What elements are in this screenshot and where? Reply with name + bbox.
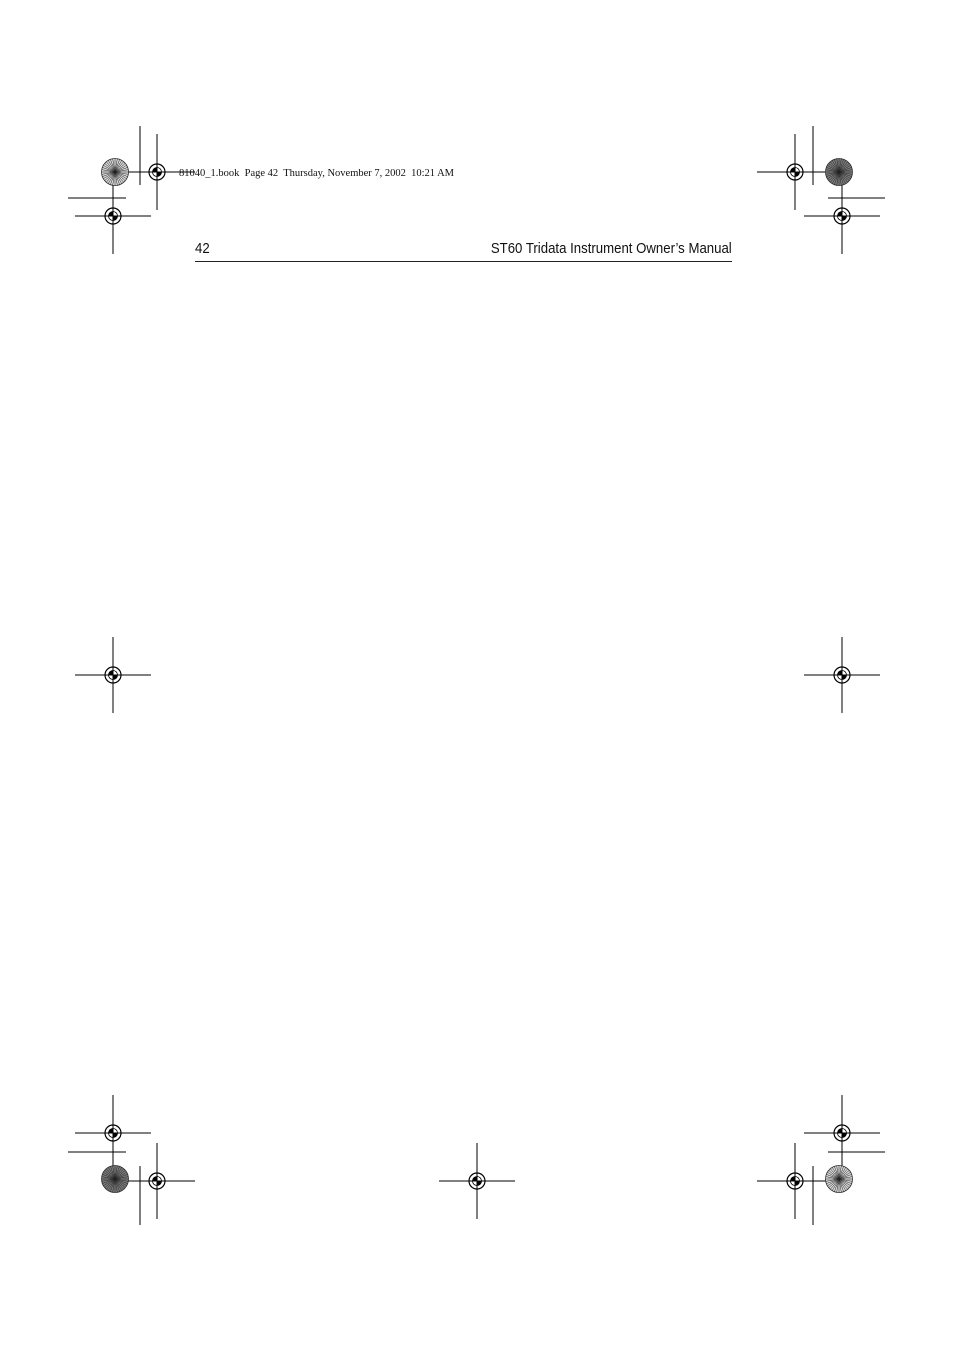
manual-title: ST60 Tridata Instrument Owner’s Manual — [491, 240, 732, 257]
color-wheel-icon — [102, 1166, 129, 1193]
slug-line: 81040_1.book Page 42 Thursday, November 7, 2002 10:21 AM — [179, 168, 455, 179]
crop-marks — [68, 126, 885, 1225]
registration-target-icon — [757, 134, 833, 210]
registration-target-icon — [75, 178, 151, 254]
registration-target-icon — [75, 637, 151, 713]
running-header — [195, 238, 732, 262]
color-wheel-icon — [102, 159, 129, 186]
registration-target-icon — [119, 1143, 195, 1219]
color-wheel-icon — [826, 159, 853, 186]
registration-target-icon — [804, 1095, 880, 1171]
registration-target-icon — [757, 1143, 833, 1219]
registration-target-icon — [804, 178, 880, 254]
registration-target-icon — [804, 637, 880, 713]
registration-target-icon — [439, 1143, 515, 1219]
color-wheel-icon — [826, 1166, 853, 1193]
registration-target-icon — [75, 1095, 151, 1171]
page-number: 42 — [195, 240, 210, 257]
